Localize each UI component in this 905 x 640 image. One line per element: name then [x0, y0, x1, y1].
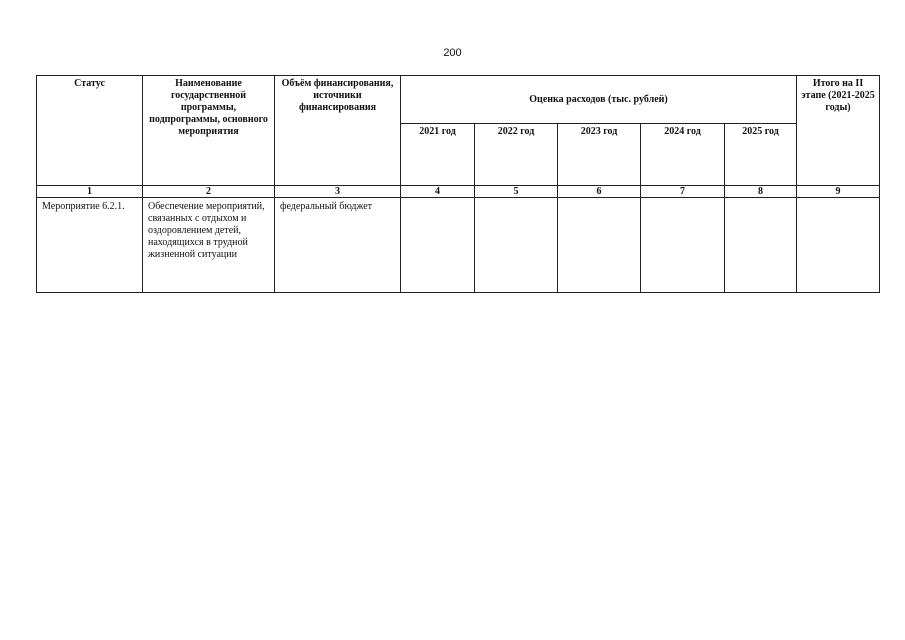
row-value-2022 — [475, 198, 558, 293]
row-status: Мероприятие 6.2.1. — [37, 198, 143, 293]
header-year: 2022 год — [475, 124, 558, 186]
column-number: 1 — [37, 186, 143, 198]
header-row — [37, 76, 880, 124]
column-number: 7 — [641, 186, 725, 198]
header-year: 2025 год — [725, 124, 797, 186]
column-number: 5 — [475, 186, 558, 198]
column-number: 9 — [797, 186, 880, 198]
column-number: 6 — [558, 186, 641, 198]
header-year: 2024 год — [641, 124, 725, 186]
column-number: 8 — [725, 186, 797, 198]
row-program-name: Обеспечение мероприятий, связанных с отдыхом и оздоровлением детей, находящихся в трудной жизненной ситуации — [143, 198, 275, 293]
row-value-2021 — [401, 198, 475, 293]
row-funding-source: федеральный бюджет — [275, 198, 401, 293]
header-status: Статус — [37, 76, 143, 186]
row-stage-total — [797, 198, 880, 293]
header-year: 2023 год — [558, 124, 641, 186]
header-funding-volume: Объём финансирования, источники финансирования — [275, 76, 401, 186]
budget-table — [36, 75, 880, 293]
header-year: 2021 год — [401, 124, 475, 186]
column-numbers-row — [37, 186, 880, 198]
row-value-2024 — [641, 198, 725, 293]
column-number: 4 — [401, 186, 475, 198]
row-value-2025 — [725, 198, 797, 293]
column-number: 3 — [275, 186, 401, 198]
page-number: 200 — [443, 47, 462, 59]
table-row — [37, 198, 880, 293]
header-expense-estimate: Оценка расходов (тыс. рублей) — [401, 76, 797, 124]
header-stage-total: Итого на II этапе (2021-2025 годы) — [797, 76, 880, 186]
header-program-name: Наименование государственной программы, подпрограммы, основного мероприятия — [143, 76, 275, 186]
column-number: 2 — [143, 186, 275, 198]
row-value-2023 — [558, 198, 641, 293]
